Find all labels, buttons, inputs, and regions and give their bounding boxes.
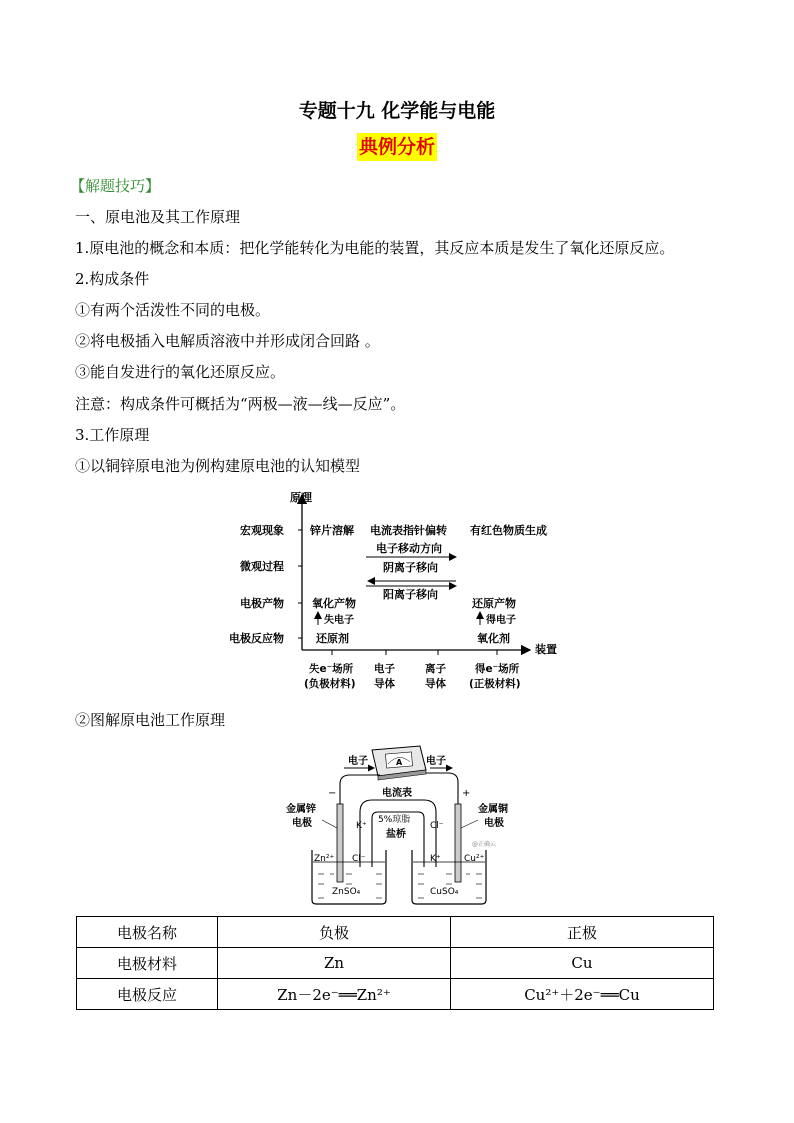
paragraph-definition: 1.原电池的概念和本质：把化学能转化为电能的装置，其反应本质是发生了氧化还原反应。 bbox=[75, 239, 675, 257]
ammeter-symbol: A bbox=[396, 758, 403, 767]
note: 注意：构成条件可概括为“两极—液—线—反应”。 bbox=[75, 395, 406, 413]
cu-ion-label: Cu²⁺ bbox=[464, 854, 485, 864]
x-tick-electron-2: 导体 bbox=[374, 678, 395, 690]
left-reactant: 还原剂 bbox=[316, 632, 349, 645]
right-process: 得电子 bbox=[486, 615, 516, 626]
copper-electrode-label-2: 电极 bbox=[484, 818, 504, 829]
right-reactant: 氧化剂 bbox=[477, 632, 510, 645]
table-header-row bbox=[77, 917, 714, 948]
k-ion-bottom: K⁺ bbox=[430, 854, 441, 864]
salt-bridge-label: 盐桥 bbox=[386, 829, 406, 840]
row-label-reactant: 电极反应物 bbox=[229, 632, 284, 645]
section-subtitle: 典例分析 bbox=[357, 133, 437, 161]
left-solution-label: ZnSO₄ bbox=[332, 887, 361, 897]
zinc-electrode-label-2: 电极 bbox=[292, 818, 312, 829]
x-tick-cathode-2: (正极材料) bbox=[469, 678, 521, 690]
macro-needle-deflects: 电流表指针偏转 bbox=[370, 524, 447, 537]
right-product: 还原产物 bbox=[472, 597, 516, 610]
left-product: 氧化产物 bbox=[312, 597, 356, 610]
cognitive-model-diagram bbox=[220, 485, 570, 700]
heading-principle: 3.工作原理 bbox=[75, 426, 150, 444]
x-tick-ion-1: 离子 bbox=[425, 663, 446, 675]
right-solution-label: CuSO₄ bbox=[430, 887, 459, 897]
table-cell: Cu bbox=[451, 948, 714, 979]
tips-label: 【解题技巧】 bbox=[70, 177, 161, 195]
x-tick-anode-2: (负极材料) bbox=[304, 678, 356, 690]
x-tick-ion-2: 导体 bbox=[425, 678, 446, 690]
cell-caption: ②图解原电池工作原理 bbox=[75, 711, 226, 729]
table-cell: 电极材料 bbox=[77, 948, 218, 979]
condition-3: ③能自发进行的氧化还原反应。 bbox=[75, 363, 286, 381]
micro-cation-direction: 阳离子移向 bbox=[383, 588, 438, 601]
table-row bbox=[77, 948, 714, 979]
y-axis-label: 原理 bbox=[290, 491, 312, 504]
electron-label-right: 电子 bbox=[426, 756, 446, 767]
electrode-table bbox=[76, 916, 714, 1010]
ammeter-icon bbox=[372, 746, 426, 780]
cl-ion-top: Cl⁻ bbox=[430, 821, 444, 831]
subtitle-wrap bbox=[0, 133, 794, 161]
cl-ion-bottom: Cl⁻ bbox=[352, 854, 366, 864]
agar-label: 5%琼脂 bbox=[378, 815, 411, 825]
macro-zinc-dissolves: 锌片溶解 bbox=[310, 524, 354, 537]
zinc-electrode-label-1: 金属锌 bbox=[286, 804, 316, 815]
cathode-reaction: Cu²⁺＋2e⁻══Cu bbox=[451, 979, 714, 1010]
x-axis-label: 装置 bbox=[535, 643, 557, 656]
table-cell: 电极反应 bbox=[77, 979, 218, 1010]
galvanic-cell-diagram bbox=[280, 742, 510, 907]
k-ion-top: K⁺ bbox=[356, 821, 367, 831]
zinc-electrode bbox=[337, 804, 343, 882]
ammeter-label: 电流表 bbox=[382, 788, 412, 799]
anode-reaction: Zn－2e⁻══Zn²⁺ bbox=[218, 979, 451, 1010]
copper-electrode-label-1: 金属铜 bbox=[478, 804, 508, 815]
heading-conditions: 2.构成条件 bbox=[75, 270, 150, 288]
condition-2: ②将电极插入电解质溶液中并形成闭合回路 。 bbox=[75, 332, 380, 350]
electron-label-left: 电子 bbox=[348, 756, 368, 767]
x-tick-cathode-1: 得e⁻场所 bbox=[475, 663, 520, 675]
x-tick-electron-1: 电子 bbox=[374, 663, 395, 675]
plus-sign: + bbox=[462, 788, 471, 799]
zn-ion-label: Zn²⁺ bbox=[314, 854, 335, 864]
heading-galvanic-cell: 一、原电池及其工作原理 bbox=[75, 208, 241, 226]
copper-electrode bbox=[455, 804, 461, 882]
minus-sign: − bbox=[328, 788, 337, 799]
macro-red-substance: 有红色物质生成 bbox=[470, 524, 547, 537]
micro-anion-direction: 阴离子移向 bbox=[383, 561, 438, 574]
watermark: @正确云 bbox=[472, 841, 497, 848]
model-caption: ①以铜锌原电池为例构建原电池的认知模型 bbox=[75, 457, 361, 475]
row-label-micro: 微观过程 bbox=[240, 560, 284, 573]
micro-electron-direction: 电子移动方向 bbox=[376, 542, 442, 555]
table-header-cell: 正极 bbox=[451, 917, 714, 948]
table-cell: Zn bbox=[218, 948, 451, 979]
condition-1: ①有两个活泼性不同的电极。 bbox=[75, 301, 271, 319]
table-header-cell: 负极 bbox=[218, 917, 451, 948]
row-label-product: 电极产物 bbox=[240, 597, 284, 610]
left-process: 失电子 bbox=[324, 615, 354, 626]
x-tick-anode-1: 失e⁻场所 bbox=[309, 663, 354, 675]
table-header-cell: 电极名称 bbox=[77, 917, 218, 948]
table-row bbox=[77, 979, 714, 1010]
row-label-macro: 宏观现象 bbox=[240, 524, 284, 537]
page-title: 专题十九 化学能与电能 bbox=[298, 100, 496, 122]
